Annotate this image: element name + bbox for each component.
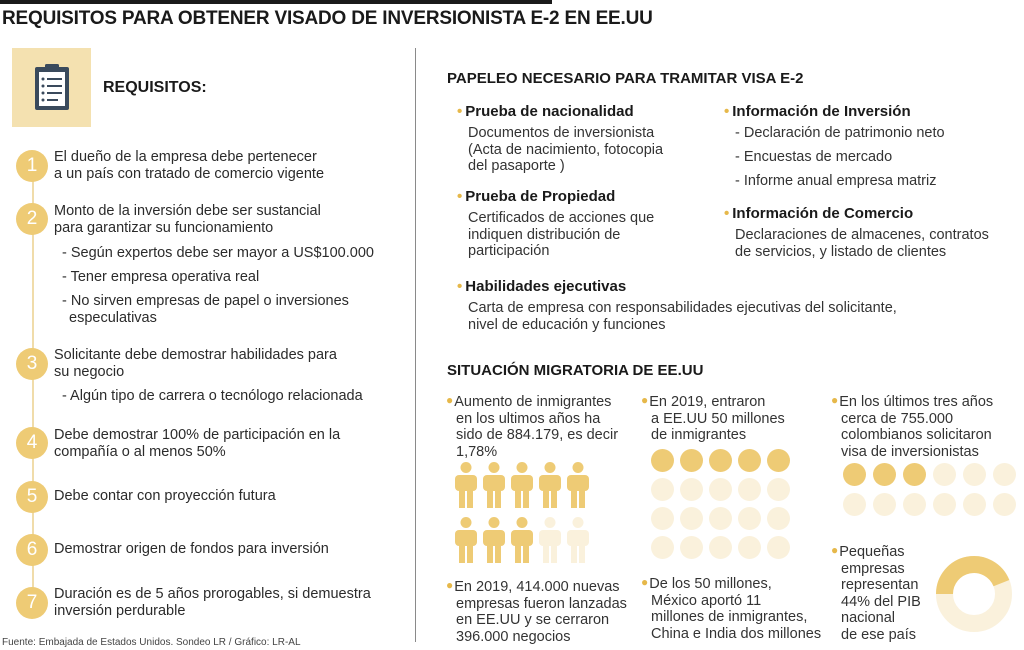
stat4-line-1-text: En 2019, 414.000 nuevas <box>454 579 620 595</box>
bullet-dot: ● <box>831 543 839 557</box>
dot-filled <box>843 463 866 486</box>
nationality-body <box>468 125 708 175</box>
dot-empty <box>651 478 674 501</box>
bullet-dot: • <box>724 205 730 222</box>
nationality-heading-text: Prueba de nacionalidad <box>465 103 634 120</box>
investment-heading <box>724 103 911 120</box>
commerce-heading <box>724 205 913 222</box>
stat-new-businesses <box>446 577 636 645</box>
dot-empty <box>843 493 866 516</box>
stat1-line-1-text: Aumento de inmigrantes <box>454 394 612 410</box>
stat6-line-2: empresas <box>841 560 905 577</box>
property-heading <box>457 188 615 205</box>
stat6-line-5: nacional <box>841 610 896 626</box>
dot-filled <box>767 449 790 472</box>
dot-empty <box>767 507 790 530</box>
dot-empty <box>709 536 732 559</box>
step-number-2: 2 <box>16 203 48 235</box>
stat5-line-3: millones de inmigrantes, <box>651 609 808 625</box>
stat6-line-3: representan <box>841 577 919 593</box>
step-4-line-1: Debe demostrar 100% de participación en la <box>54 427 341 443</box>
stat3-line-3: colombianos solicitaron <box>841 427 992 443</box>
step-number-6: 6 <box>16 534 48 566</box>
step-number-5: 5 <box>16 481 48 513</box>
step-5-text: Debe contar con proyección futura <box>54 488 276 504</box>
step-3-line-1: Solicitante debe demostrar habilidades para <box>54 347 337 363</box>
dot-filled <box>903 463 926 486</box>
dot-empty <box>709 507 732 530</box>
step-2-sub-3-line-2: especulativas <box>69 310 157 326</box>
step-3-line-2: su negocio <box>54 364 125 380</box>
property-body <box>468 210 708 260</box>
step-7-line-1: Duración es de 5 años prorogables, si demuestra <box>54 586 371 602</box>
person-icon-filled <box>482 462 506 510</box>
executive-line-1: Carta de empresa con responsabilidades ejecutivas del solicitante, <box>468 300 897 316</box>
dot-empty <box>738 478 761 501</box>
stat6-line-1-text: Pequeñas <box>839 544 905 560</box>
bullet-dot: ● <box>446 578 454 592</box>
stat6-line-4: 44% del PIB <box>841 593 921 610</box>
stat5-line-4: China e India dos millones <box>651 625 822 642</box>
stat-colombian-visas <box>831 392 1021 460</box>
step-1-line-1: El dueño de la empresa debe pertenecer <box>54 149 317 165</box>
gdp-share-donut <box>930 550 1018 638</box>
investment-heading-text: Información de Inversión <box>732 103 911 120</box>
title-top-rule <box>0 0 552 4</box>
dot-empty <box>963 493 986 516</box>
person-icon-filled <box>510 517 534 565</box>
dot-empty <box>933 493 956 516</box>
stat4-line-3: en EE.UU y se cerraron <box>456 612 610 628</box>
property-line-1: Certificados de acciones que <box>468 210 655 226</box>
stat1-line-3: sido de 884.179, es decir <box>456 427 619 443</box>
step-2-text <box>54 203 410 237</box>
stat1-line-1 <box>446 392 636 411</box>
bullet-dot: • <box>724 103 730 120</box>
nationality-line-3: del pasaporte ) <box>468 158 565 174</box>
step-2-sub-2: - Tener empresa operativa real <box>62 269 260 285</box>
dot-empty <box>963 463 986 486</box>
stat-2019-immigrants <box>641 392 821 444</box>
stat3-line-2: cerca de 755.000 <box>841 410 954 427</box>
property-line-2: indiquen distribución de <box>468 226 621 243</box>
dot-empty <box>767 478 790 501</box>
executive-line-2: nivel de educación y funciones <box>468 316 666 333</box>
investment-item-3: - Informe anual empresa matriz <box>735 173 937 189</box>
dot-filled <box>680 449 703 472</box>
stat-origin-countries <box>641 574 826 642</box>
source-footer: Fuente: Embajada de Estados Unidos. Sondeo LR / Gráfico: LR-AL <box>2 637 301 648</box>
dot-filled <box>651 449 674 472</box>
person-icon-empty <box>566 517 590 565</box>
dot-empty <box>651 507 674 530</box>
dot-empty <box>680 478 703 501</box>
step-4-line-2: compañía o al menos 50% <box>54 444 226 460</box>
stat2-line-1-text: En 2019, entraron <box>649 394 766 410</box>
stat5-line-2: México aportó 11 <box>651 592 762 609</box>
property-line-3: participación <box>468 243 550 259</box>
investment-item-2: - Encuestas de mercado <box>735 149 893 165</box>
dot-empty <box>993 463 1016 486</box>
stat4-line-1 <box>446 577 636 596</box>
dot-empty <box>993 493 1016 516</box>
person-icon-filled <box>538 462 562 510</box>
dot-empty <box>709 478 732 501</box>
step-1-text <box>54 149 410 183</box>
bullet-dot: • <box>457 278 463 295</box>
paperwork-title: PAPELEO NECESARIO PARA TRAMITAR VISA E-2 <box>447 70 804 87</box>
dot-filled <box>709 449 732 472</box>
column-divider <box>415 48 416 642</box>
dot-empty <box>651 536 674 559</box>
step-4-text <box>54 427 410 461</box>
stat4-line-4: 396.000 negocios <box>456 628 571 645</box>
dot-filled <box>873 463 896 486</box>
dot-empty <box>680 507 703 530</box>
stat5-line-1 <box>641 574 826 593</box>
step-7-line-2: inversión perdurable <box>54 603 186 619</box>
dot-empty <box>903 493 926 516</box>
step-6-text: Demostrar origen de fondos para inversión <box>54 541 329 557</box>
person-icon-empty <box>538 517 562 565</box>
step-2-sub-1: - Según expertos debe ser mayor a US$100.000 <box>62 245 374 261</box>
investment-item-1: - Declaración de patrimonio neto <box>735 125 945 141</box>
bullet-dot: ● <box>446 393 454 407</box>
bullet-dot: • <box>457 103 463 120</box>
step-number-3: 3 <box>16 348 48 380</box>
executive-body <box>468 300 1018 333</box>
clipboard-icon <box>32 62 72 112</box>
stat6-line-6: de ese país <box>841 626 916 643</box>
step-2-sub-3-line-1: - No sirven empresas de papel o inversiones <box>62 293 349 309</box>
nationality-line-1: Documentos de inversionista <box>468 125 655 141</box>
stat-small-business-gdp <box>831 542 941 643</box>
person-icon-filled <box>510 462 534 510</box>
stat3-line-1-text: En los últimos tres años <box>839 394 994 410</box>
stat2-line-2: a EE.UU 50 millones <box>651 410 785 427</box>
commerce-line-2: de servicios, y listado de clientes <box>735 243 947 260</box>
stat5-line-1-text: De los 50 millones, <box>649 576 772 592</box>
stat6-line-1 <box>831 542 941 561</box>
person-icon-filled <box>454 517 478 565</box>
person-icon-filled <box>482 517 506 565</box>
commerce-line-1: Declaraciones de almacenes, contratos <box>735 227 989 243</box>
property-heading-text: Prueba de Propiedad <box>465 188 616 205</box>
executive-heading-text: Habilidades ejecutivas <box>465 278 627 295</box>
commerce-body <box>735 227 1020 260</box>
step-2-line-2: para garantizar su funcionamiento <box>54 220 274 236</box>
bullet-dot: ● <box>641 393 649 407</box>
page-title: REQUISITOS PARA OBTENER VISADO DE INVERSIONISTA E-2 EN EE.UU <box>2 8 653 29</box>
stat2-line-3: de inmigrantes <box>651 427 747 443</box>
requirements-title: REQUISITOS: <box>103 79 207 96</box>
step-3-sub-1: - Algún tipo de carrera o tecnólogo relacionada <box>62 388 363 404</box>
commerce-heading-text: Información de Comercio <box>732 205 914 222</box>
stat1-line-4: 1,78% <box>456 443 498 460</box>
step-number-1: 1 <box>16 150 48 182</box>
person-icon-filled <box>454 462 478 510</box>
step-7-text <box>54 586 410 620</box>
donut-share-arc <box>945 565 1002 595</box>
bullet-dot: • <box>457 188 463 205</box>
stat3-line-4: visa de inversionistas <box>841 443 979 460</box>
executive-heading <box>457 278 626 295</box>
stat-immigrant-growth <box>446 392 636 460</box>
migration-title: SITUACIÓN MIGRATORIA DE EE.UU <box>447 362 704 379</box>
step-2-sub-3 <box>62 293 410 327</box>
nationality-heading <box>457 103 634 120</box>
bullet-dot: ● <box>831 393 839 407</box>
step-2-line-1: Monto de la inversión debe ser sustancial <box>54 203 321 219</box>
stat4-line-2: empresas fueron lanzadas <box>456 595 627 612</box>
dot-empty <box>738 536 761 559</box>
dot-filled <box>738 449 761 472</box>
stat1-line-2: en los ultimos años ha <box>456 410 601 427</box>
dot-empty <box>873 493 896 516</box>
step-3-text <box>54 347 410 381</box>
dot-empty <box>933 463 956 486</box>
dot-empty <box>738 507 761 530</box>
step-number-4: 4 <box>16 427 48 459</box>
nationality-line-2: (Acta de nacimiento, fotocopia <box>468 141 664 158</box>
dot-empty <box>680 536 703 559</box>
stat2-line-1 <box>641 392 821 411</box>
stat3-line-1 <box>831 392 1021 411</box>
clipboard-icon-box <box>12 48 91 127</box>
bullet-dot: ● <box>641 575 649 589</box>
dot-empty <box>767 536 790 559</box>
step-1-line-2: a un país con tratado de comercio vigente <box>54 166 325 182</box>
person-icon-filled <box>566 462 590 510</box>
step-number-7: 7 <box>16 587 48 619</box>
